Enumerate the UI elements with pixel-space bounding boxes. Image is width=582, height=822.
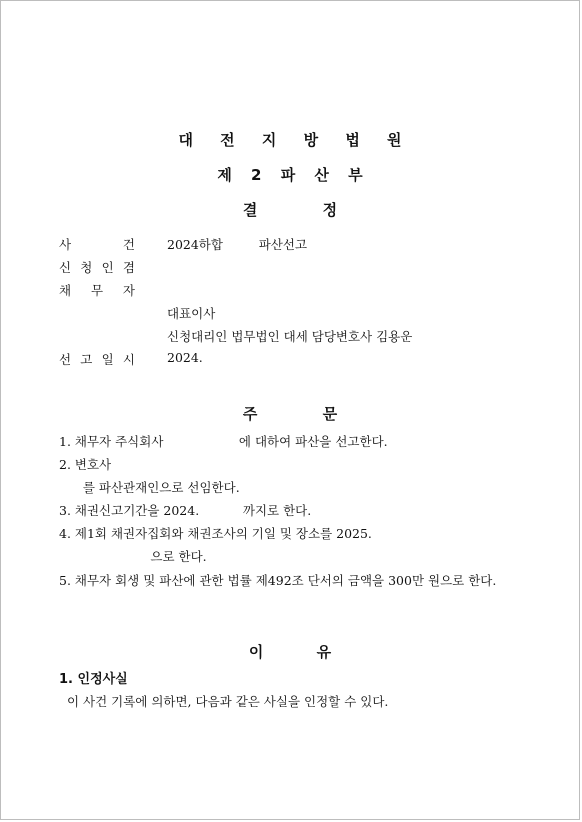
order-line: 1. 채무자 주식회사 에 대하여 파산을 선고한다. [59, 434, 388, 449]
order-line: 5. 채무자 회생 및 파산에 관한 법률 제492조 단서의 금액을 300만 원으로 한다. [59, 573, 497, 588]
debtor-label: 채 무 자 [59, 283, 135, 298]
reason-title: 이 유 [248, 643, 332, 661]
order-title: 주 문 [242, 405, 338, 423]
date-label: 선 고 일 시 [59, 352, 135, 367]
section-text: 이 사건 기록에 의하면, 다음과 같은 사실을 인정할 수 있다. [59, 694, 389, 709]
date-value: 2024. [167, 350, 203, 365]
case-label: 사 건 [59, 237, 135, 252]
document-type: 결 정 [242, 201, 338, 219]
division-name: 제 2 파 산 부 [217, 166, 370, 184]
agent-text: 신청대리인 법무법인 대세 담당변호사 김용운 [167, 329, 413, 344]
order-line: 3. 채권신고기간을 2024. 까지로 한다. [59, 503, 312, 518]
case-number: 2024하합 파산선고 [167, 237, 308, 252]
court-name: 대 전 지 방 법 원 [178, 131, 413, 149]
order-line: 으로 한다. [59, 549, 207, 564]
order-line: 4. 제1회 채권자집회와 채권조사의 기일 및 장소를 2025. [59, 526, 372, 541]
applicant-label: 신 청 인 겸 [59, 260, 135, 275]
section-heading: 1. 인정사실 [59, 672, 128, 687]
order-line: 를 파산관재인으로 선임한다. [59, 480, 240, 495]
order-line: 2. 변호사 [59, 457, 112, 472]
representative-text: 대표이사 [167, 306, 216, 321]
